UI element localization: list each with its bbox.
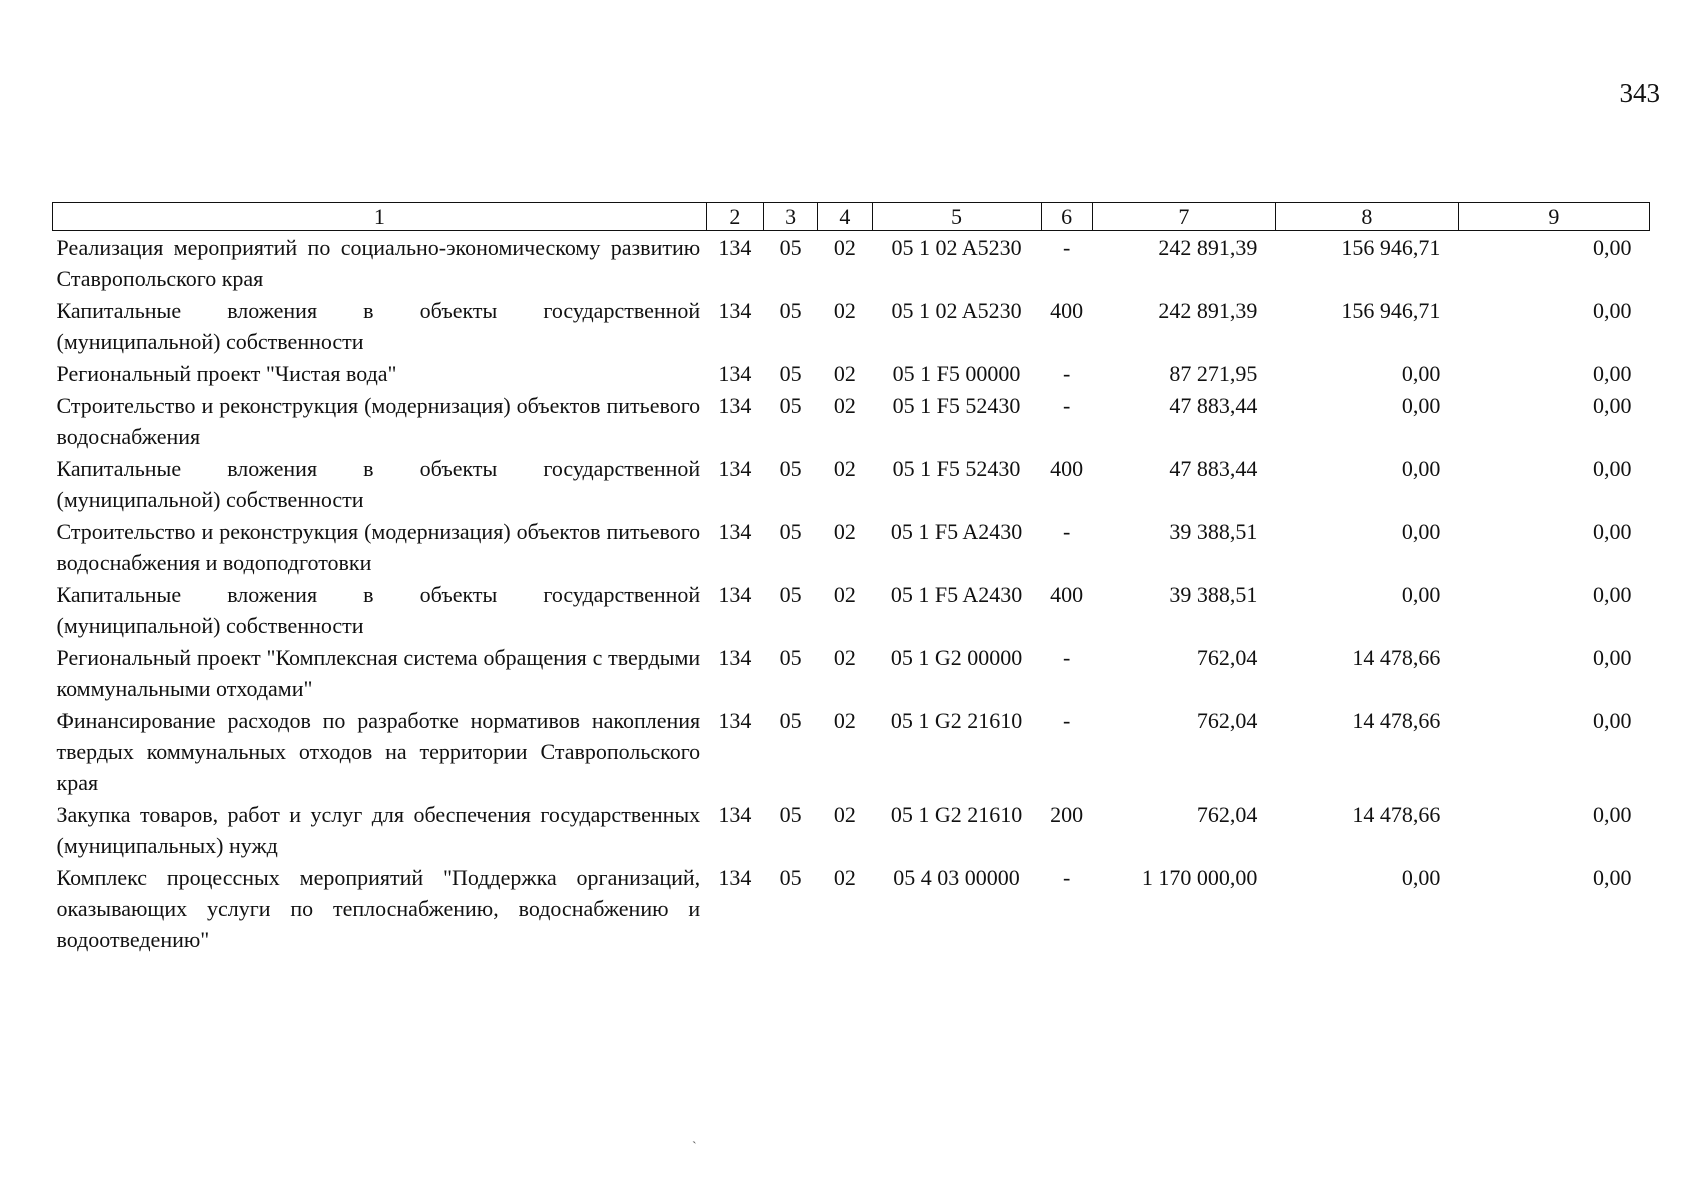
- amount-col8-cell: 156 946,71: [1341, 298, 1441, 323]
- amount-col8-cell: 0,00: [1401, 865, 1441, 890]
- budget-table: [52, 202, 1650, 955]
- table-row: [53, 861, 1650, 955]
- subsection-cell: 02: [833, 298, 856, 323]
- amount-col9-cell: 0,00: [1593, 865, 1632, 890]
- amount-col8-cell: 14 478,66: [1352, 708, 1441, 733]
- row-name-cell: Строительство и реконструкция (модернизация) объектов питьевого водоснабжения: [56, 393, 701, 449]
- page-number: 343: [1619, 78, 1660, 108]
- target-article-cell: 05 1 F5 A2430: [890, 582, 1023, 607]
- target-article-cell: 05 1 F5 00000: [892, 361, 1021, 386]
- amount-col7-cell: 762,04: [1196, 645, 1258, 670]
- amount-col8-cell: 0,00: [1401, 519, 1441, 544]
- subsection-cell: 02: [833, 235, 856, 260]
- expense-type-cell: -: [1062, 393, 1071, 418]
- section-cell: 05: [779, 645, 802, 670]
- amount-col8-cell: 0,00: [1401, 361, 1441, 386]
- column-header-1: 1: [53, 203, 707, 231]
- target-article-cell: 05 1 G2 21610: [890, 708, 1023, 733]
- expense-type-cell: -: [1062, 645, 1071, 670]
- table-row: [53, 641, 1650, 704]
- amount-col7-cell: 762,04: [1196, 802, 1258, 827]
- row-name-cell: Капитальные вложения в объекты государственной (муниципальной) собственности: [56, 456, 701, 512]
- table-row: [53, 515, 1650, 578]
- table-row: [53, 578, 1650, 641]
- subsection-cell: 02: [833, 361, 856, 386]
- amount-col7-cell: 47 883,44: [1169, 393, 1258, 418]
- target-article-cell: 05 1 G2 00000: [890, 645, 1023, 670]
- ministry-code-cell: 134: [718, 361, 752, 386]
- table-header: [53, 203, 1650, 231]
- subsection-cell: 02: [833, 802, 856, 827]
- section-cell: 05: [779, 456, 802, 481]
- subsection-cell: 02: [833, 708, 856, 733]
- target-article-cell: 05 1 02 A5230: [891, 298, 1022, 323]
- amount-col7-cell: 87 271,95: [1169, 361, 1258, 386]
- stray-mark: `: [692, 1140, 697, 1155]
- expense-type-cell: -: [1062, 865, 1071, 890]
- subsection-cell: 02: [833, 865, 856, 890]
- amount-col9-cell: 0,00: [1593, 393, 1632, 418]
- amount-col7-cell: 242 891,39: [1158, 298, 1258, 323]
- target-article-cell: 05 1 F5 52430: [892, 393, 1021, 418]
- target-article-cell: 05 1 02 A5230: [891, 235, 1022, 260]
- column-header-8: 8: [1275, 203, 1458, 231]
- row-name-cell: Комплекс процессных мероприятий "Поддержка организаций, оказывающих услуги по теплоснабжению, водоснабжению и водоотведению": [56, 865, 701, 952]
- expense-type-cell: -: [1062, 708, 1071, 733]
- amount-col7-cell: 47 883,44: [1169, 456, 1258, 481]
- amount-col9-cell: 0,00: [1593, 361, 1632, 386]
- amount-col8-cell: 0,00: [1401, 393, 1441, 418]
- amount-col8-cell: 0,00: [1401, 582, 1441, 607]
- section-cell: 05: [779, 582, 802, 607]
- expense-type-cell: 400: [1050, 582, 1084, 607]
- subsection-cell: 02: [833, 645, 856, 670]
- amount-col9-cell: 0,00: [1593, 582, 1632, 607]
- section-cell: 05: [779, 298, 802, 323]
- column-header-4: 4: [818, 203, 872, 231]
- amount-col7-cell: 242 891,39: [1158, 235, 1258, 260]
- table-row: [53, 389, 1650, 452]
- section-cell: 05: [779, 865, 802, 890]
- expense-type-cell: -: [1062, 519, 1071, 544]
- amount-col7-cell: 762,04: [1196, 708, 1258, 733]
- ministry-code-cell: 134: [718, 235, 752, 260]
- section-cell: 05: [779, 802, 802, 827]
- amount-col9-cell: 0,00: [1593, 235, 1632, 260]
- target-article-cell: 05 1 F5 A2430: [890, 519, 1023, 544]
- table-row: [53, 294, 1650, 357]
- table-row: [53, 452, 1650, 515]
- ministry-code-cell: 134: [718, 865, 752, 890]
- column-header-2: 2: [706, 203, 763, 231]
- column-header-5: 5: [872, 203, 1041, 231]
- section-cell: 05: [779, 235, 802, 260]
- section-cell: 05: [779, 708, 802, 733]
- table-body: [53, 231, 1650, 956]
- column-header-7: 7: [1092, 203, 1275, 231]
- amount-col9-cell: 0,00: [1593, 708, 1632, 733]
- row-name-cell: Региональный проект "Комплексная система обращения с твердыми коммунальными отходами": [56, 645, 701, 701]
- row-name-cell: Капитальные вложения в объекты государственной (муниципальной) собственности: [56, 582, 701, 638]
- column-header-6: 6: [1041, 203, 1092, 231]
- ministry-code-cell: 134: [718, 519, 752, 544]
- expense-type-cell: -: [1062, 235, 1071, 260]
- amount-col8-cell: 14 478,66: [1352, 645, 1441, 670]
- ministry-code-cell: 134: [718, 298, 752, 323]
- amount-col7-cell: 39 388,51: [1169, 582, 1258, 607]
- ministry-code-cell: 134: [718, 645, 752, 670]
- table-row: [53, 231, 1650, 295]
- amount-col8-cell: 14 478,66: [1352, 802, 1441, 827]
- table-row: [53, 704, 1650, 798]
- target-article-cell: 05 1 F5 52430: [892, 456, 1021, 481]
- column-header-3: 3: [763, 203, 817, 231]
- ministry-code-cell: 134: [718, 393, 752, 418]
- amount-col8-cell: 156 946,71: [1341, 235, 1441, 260]
- ministry-code-cell: 134: [718, 708, 752, 733]
- expense-type-cell: 400: [1050, 298, 1084, 323]
- amount-col9-cell: 0,00: [1593, 298, 1632, 323]
- expense-type-cell: -: [1062, 361, 1071, 386]
- row-name-cell: Реализация мероприятий по социально-экономическому развитию Ставропольского края: [56, 235, 701, 291]
- ministry-code-cell: 134: [718, 582, 752, 607]
- header-row: [53, 203, 1650, 231]
- section-cell: 05: [779, 361, 802, 386]
- subsection-cell: 02: [833, 456, 856, 481]
- expense-type-cell: 200: [1050, 802, 1084, 827]
- subsection-cell: 02: [833, 519, 856, 544]
- amount-col7-cell: 39 388,51: [1169, 519, 1258, 544]
- section-cell: 05: [779, 393, 802, 418]
- ministry-code-cell: 134: [718, 802, 752, 827]
- row-name-cell: Закупка товаров, работ и услуг для обеспечения государственных (муниципальных) нужд: [56, 802, 701, 858]
- expense-type-cell: 400: [1050, 456, 1084, 481]
- target-article-cell: 05 4 03 00000: [893, 865, 1020, 890]
- subsection-cell: 02: [833, 582, 856, 607]
- amount-col9-cell: 0,00: [1593, 456, 1632, 481]
- table-row: [53, 357, 1650, 389]
- amount-col9-cell: 0,00: [1593, 645, 1632, 670]
- row-name-cell: Финансирование расходов по разработке нормативов накопления твердых коммунальных отходов на территории Ставропольского края: [56, 708, 701, 795]
- row-name-cell: Капитальные вложения в объекты государственной (муниципальной) собственности: [56, 298, 701, 354]
- row-name-cell: Строительство и реконструкция (модернизация) объектов питьевого водоснабжения и водоподготовки: [56, 519, 701, 575]
- section-cell: 05: [779, 519, 802, 544]
- amount-col9-cell: 0,00: [1593, 802, 1632, 827]
- target-article-cell: 05 1 G2 21610: [890, 802, 1023, 827]
- ministry-code-cell: 134: [718, 456, 752, 481]
- amount-col9-cell: 0,00: [1593, 519, 1632, 544]
- amount-col7-cell: 1 170 000,00: [1141, 865, 1258, 890]
- table-row: [53, 798, 1650, 861]
- amount-col8-cell: 0,00: [1401, 456, 1441, 481]
- column-header-9: 9: [1458, 203, 1649, 231]
- subsection-cell: 02: [833, 393, 856, 418]
- row-name-cell: Региональный проект "Чистая вода": [56, 361, 397, 386]
